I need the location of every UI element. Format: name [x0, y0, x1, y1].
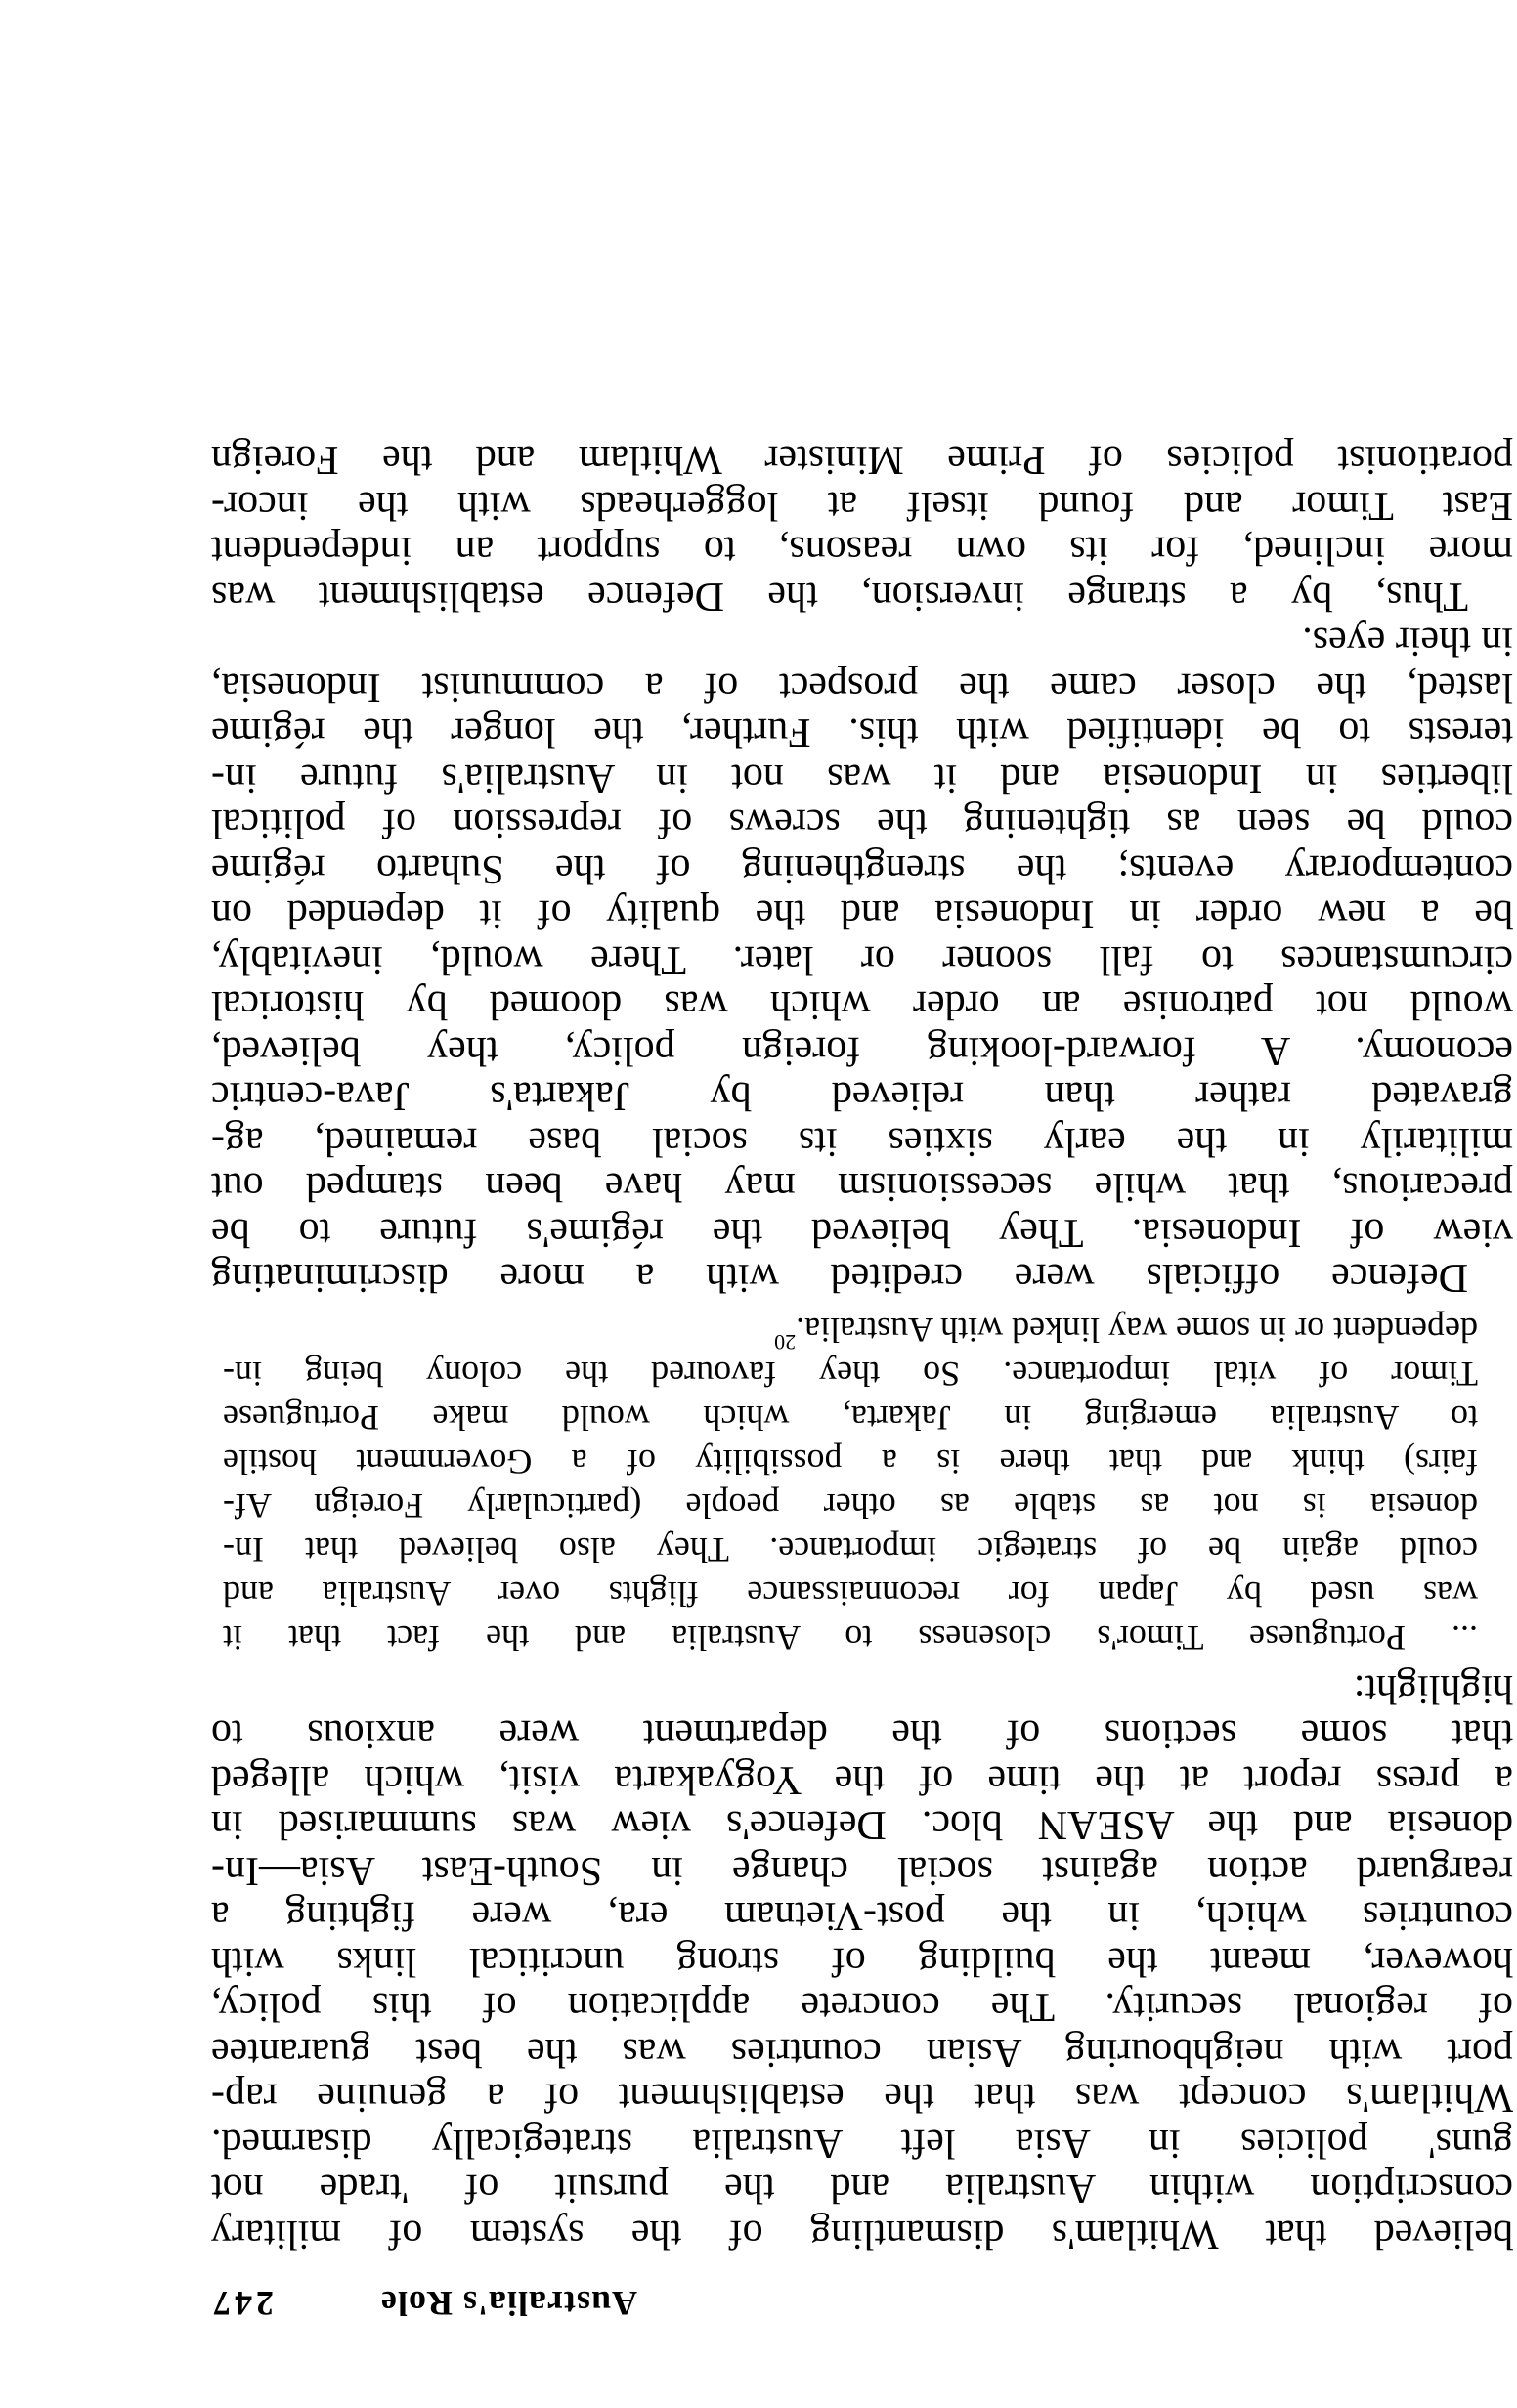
text-line	[211, 1119, 1513, 1165]
running-title: Australia's Role	[380, 2284, 637, 2323]
line-text: view of Indonesia. They believed the régime's future to be	[211, 1210, 1513, 1255]
line-text: gravated rather than relieved by Jakarta's Java-centric	[211, 1073, 1513, 1119]
line-text: was used by Japan for reconnaissance flights over Australia and	[223, 1574, 1478, 1614]
line-text: lasted, the closer came the prospect of a communist Indonesia,	[211, 665, 1513, 710]
line-text: Timor of vital importance. So they favoured the colony being in-	[223, 1354, 1478, 1395]
line-text: militarily in the early sixties its social base remained, ag-	[211, 1119, 1513, 1164]
line-text: port with neighbouring Asian countries was the best guarantee	[211, 2030, 1513, 2075]
text-line	[211, 982, 1513, 1028]
line-text: East Timor and found itself at loggerheads with the incor-	[211, 483, 1513, 528]
line-text: of regional security. The concrete application of this policy,	[211, 1984, 1513, 2030]
text-line	[211, 2075, 1513, 2121]
line-text: could be seen as tightening the screws of repression of political	[211, 800, 1513, 846]
text-line	[211, 1028, 1513, 1074]
text-line	[211, 1984, 1513, 2030]
body-text	[211, 437, 1513, 2257]
line-text: that some sections of the department were anxious to	[211, 1711, 1513, 1757]
text-line	[211, 1939, 1513, 1985]
line-text: donesia and the ASEAN bloc. Defence's view was summarised in	[211, 1802, 1513, 1848]
text-line	[211, 2212, 1513, 2258]
line-text: could again be of strategic importance. They also believed that In-	[223, 1530, 1478, 1570]
line-text: economy. A forward-looking foreign policy, they believed,	[211, 1028, 1513, 1073]
line-text: fairs) think and that there is a possibility of a Government hostile	[223, 1442, 1478, 1483]
text-line	[211, 574, 1513, 620]
line-text: guns' policies in Asia left Australia strategically disarmed.	[211, 2121, 1513, 2166]
text-line	[211, 1711, 1513, 1757]
line-text: Thus, by a strange inversion, the Defence establishment was	[211, 574, 1468, 619]
paragraph	[211, 437, 1513, 619]
text-line	[211, 1073, 1513, 1119]
paragraph	[211, 619, 1513, 1301]
text-line	[211, 2030, 1513, 2076]
text-line	[223, 1572, 1478, 1616]
line-text: believed that Whitlam's dismantling of the system of military	[211, 2212, 1513, 2257]
line-text: Defence officials were credited with a more discriminating	[211, 1255, 1468, 1301]
text-line	[211, 665, 1513, 710]
text-line	[211, 528, 1513, 574]
text-line	[211, 2121, 1513, 2167]
running-header	[129, 2285, 1517, 2324]
text-line	[211, 755, 1513, 801]
line-text: contemporary events; the strengthening of the Suharto régime	[211, 846, 1513, 891]
line-text: to Australia emerging in Jakarta, which would make Portuguese	[223, 1398, 1478, 1439]
text-line	[211, 1893, 1513, 1939]
line-text: donesia is not as stable as other people (particularly Foreign Af-	[223, 1486, 1478, 1526]
line-text: liberties in Indonesia and it was not in Australia's future in-	[211, 755, 1513, 800]
text-line	[211, 800, 1513, 846]
line-text: more inclined, for its own reasons, to support an independent	[211, 528, 1513, 574]
text-line	[211, 1757, 1513, 1803]
line-text: terests to be identified with this. Further, the longer the régime	[211, 710, 1513, 755]
text-line	[211, 1210, 1513, 1256]
line-text: precarious, that while secessionism may have been stamped out	[211, 1164, 1513, 1210]
line-text: in their eyes.	[1302, 619, 1513, 665]
page-number: 247	[209, 2284, 274, 2323]
text-line	[211, 891, 1513, 937]
text-line	[223, 1309, 1478, 1353]
text-line	[223, 1440, 1478, 1484]
text-line	[211, 710, 1513, 755]
text-line	[211, 619, 1513, 665]
paragraph	[211, 1666, 1513, 2258]
line-text: rearguard action against social change in South-East Asia—In-	[211, 1848, 1513, 1893]
text-line	[223, 1616, 1478, 1660]
text-line	[211, 937, 1513, 983]
line-text: countries which, in the post-Vietnam era, were fighting a	[211, 1893, 1513, 1939]
line-text: be a new order in Indonesia and the quality of it depended on	[211, 891, 1513, 937]
line-text: would not patronise an order which was doomed by historical	[211, 982, 1513, 1028]
line-text: conscription within Australia and the pursuit of 'trade not	[211, 2166, 1513, 2212]
text-line	[211, 1164, 1513, 1210]
line-text: ... Portuguese Timor's closeness to Australia and the fact that it	[223, 1618, 1478, 1658]
block-quote	[223, 1309, 1478, 1660]
text-line	[223, 1528, 1478, 1572]
line-text: dependent or in some way linked with Australia.	[796, 1311, 1478, 1351]
text-line	[223, 1484, 1478, 1528]
text-line	[211, 1666, 1513, 1712]
text-line	[223, 1353, 1478, 1397]
line-text: porationist policies of Prime Minister Whitlam and the Foreign	[211, 437, 1513, 483]
footnote-reference[interactable]: 20	[774, 1330, 797, 1355]
text-line	[211, 437, 1513, 483]
line-text: however, meant the building of strong uncritical links with	[211, 1939, 1513, 1984]
text-line	[211, 846, 1513, 892]
line-text: Whitlam's concept was that the establishment of a genuine rap-	[211, 2075, 1513, 2121]
text-line	[211, 1802, 1513, 1848]
line-text: circumstances to fall sooner or later. There would, inevitably,	[211, 937, 1513, 982]
text-line	[211, 483, 1513, 529]
text-line	[211, 2166, 1513, 2212]
text-line	[223, 1397, 1478, 1440]
text-line	[211, 1255, 1513, 1301]
text-line	[211, 1848, 1513, 1894]
line-text: highlight:	[1353, 1666, 1513, 1711]
line-text: a press report at the time of the Yogyakarta visit, which alleged	[211, 1757, 1513, 1802]
